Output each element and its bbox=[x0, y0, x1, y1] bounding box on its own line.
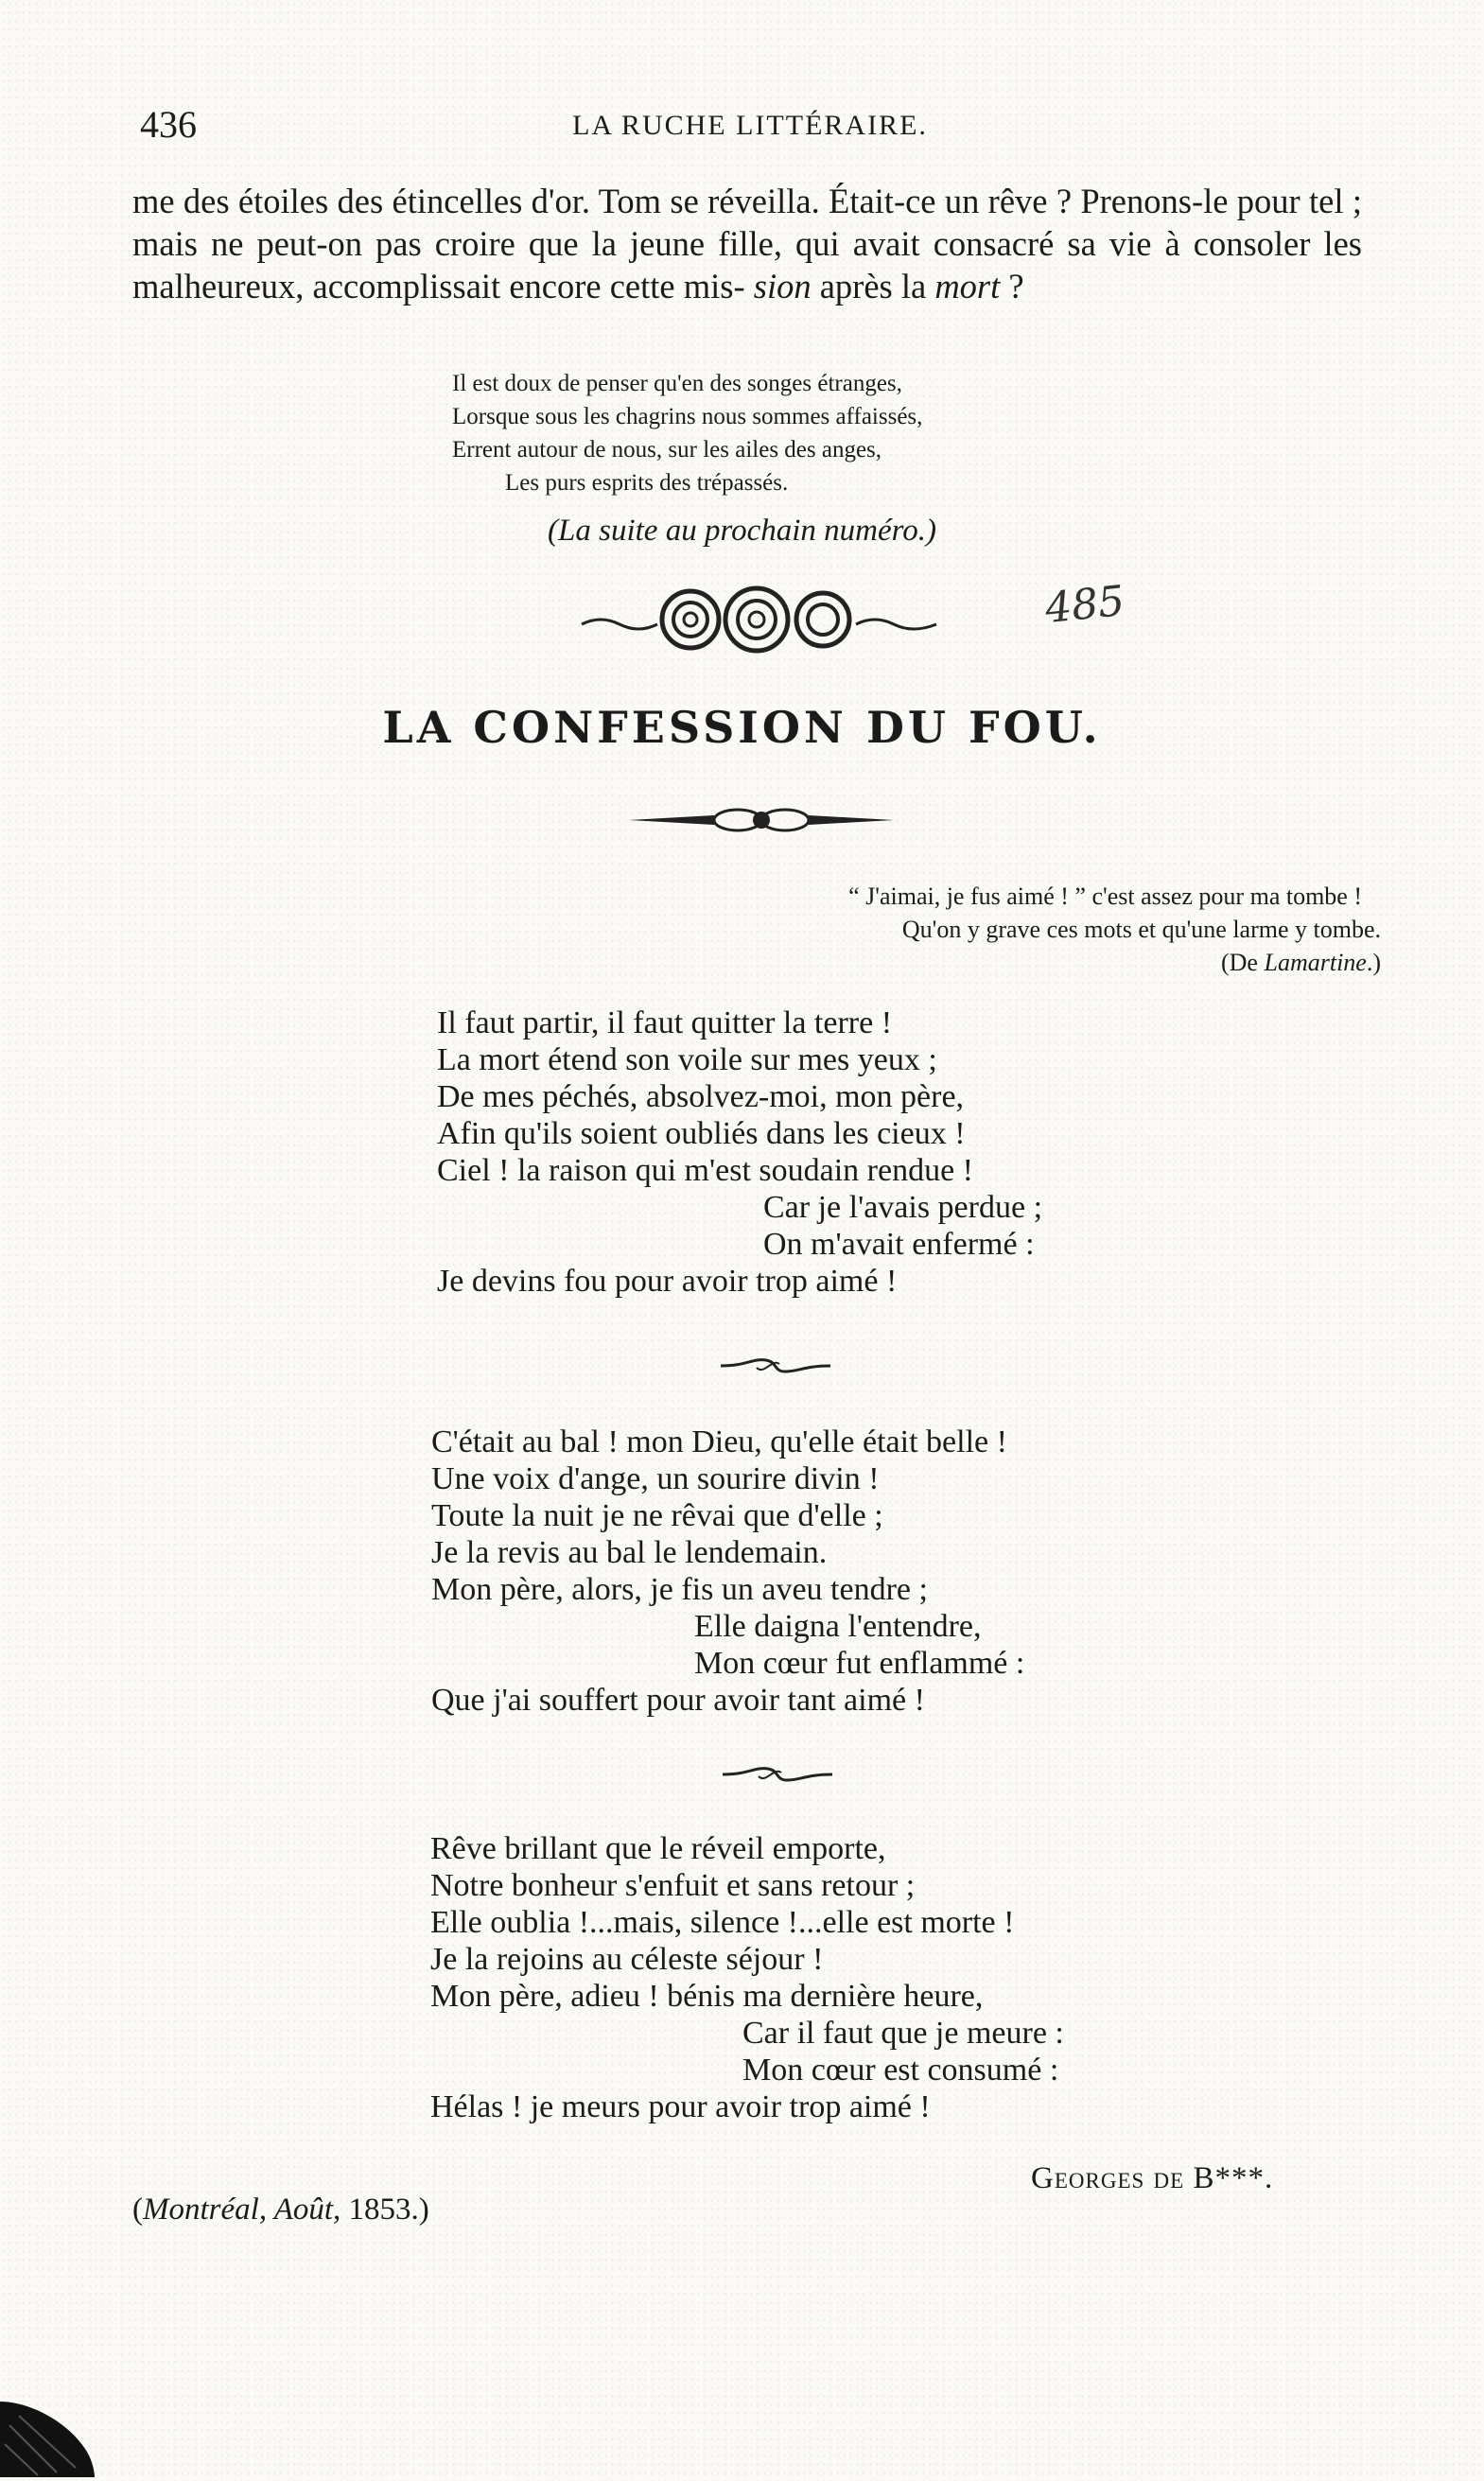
verse-line: Une voix d'ange, un sourire divin ! bbox=[431, 1461, 880, 1496]
handwritten-number: 485 bbox=[1042, 576, 1127, 634]
verse-line: Notre bonheur s'enfuit et sans retour ; bbox=[430, 1868, 916, 1903]
dateline-prefix: ( bbox=[132, 2193, 143, 2227]
dateline-place: Montréal, Août, bbox=[143, 2193, 341, 2227]
quatrain-line: Les purs esprits des trépassés. bbox=[505, 470, 789, 496]
verse-line: Que j'ai souffert pour avoir tant aimé ! bbox=[431, 1683, 925, 1718]
verse-line: Afin qu'ils soient oubliés dans les cieux ! bbox=[437, 1116, 966, 1151]
stanza-2 bbox=[431, 1424, 1169, 1719]
epigraph-line: Qu'on y grave ces mots et qu'une larme y tombe. bbox=[901, 916, 1381, 943]
verse-line: Mon père, adieu ! bénis ma dernière heure, bbox=[430, 1979, 984, 2014]
stanza-1 bbox=[437, 1005, 1175, 1300]
verse-line: Mon cœur est consumé : bbox=[742, 2053, 1059, 2088]
stanza-divider bbox=[719, 1354, 832, 1381]
quoted-quatrain bbox=[452, 367, 1114, 499]
dateline bbox=[132, 2193, 429, 2228]
quatrain-line: Il est doux de penser qu'en des songes étranges, bbox=[452, 371, 902, 396]
title-ornament bbox=[629, 806, 894, 838]
verse-line: Toute la nuit je ne rêvai que d'elle ; bbox=[431, 1498, 883, 1533]
verse-line: Il faut partir, il faut quitter la terre ! bbox=[437, 1005, 893, 1040]
verse-line: Ciel ! la raison qui m'est soudain rendue ! bbox=[437, 1153, 973, 1188]
epigraph-attribution bbox=[662, 946, 1381, 979]
verse-line: Elle oublia !...mais, silence !...elle est morte ! bbox=[430, 1905, 1015, 1940]
quatrain-line: Errent autour de nous, sur les ailes des anges, bbox=[452, 437, 882, 463]
verse-line: Elle daigna l'entendre, bbox=[694, 1609, 982, 1644]
verse-line: Je la rejoins au céleste séjour ! bbox=[430, 1942, 824, 1977]
verse-line: Rêve brillant que le réveil emporte, bbox=[430, 1831, 886, 1866]
quatrain-line: Lorsque sous les chagrins nous sommes affaissés, bbox=[452, 404, 923, 429]
verse-line: On m'avait enfermé : bbox=[763, 1227, 1035, 1262]
verse-line: Car je l'avais perdue ; bbox=[763, 1190, 1043, 1225]
dateline-year: 1853.) bbox=[340, 2193, 429, 2227]
attribution-suffix: .) bbox=[1366, 949, 1381, 976]
prose-text: me des étoiles des étincelles d'or. Tom se réveilla. Était-ce un rêve ? Prenons-le pour tel ; mais ne peut-on pas croire que la jeune fille, qui avait consacré sa vie à consoler les malheureux, accomplissait encore cette mis- bbox=[132, 182, 1362, 306]
attribution-author: Lamartine bbox=[1264, 949, 1367, 976]
scroll-ornament bbox=[577, 582, 946, 661]
stanza-divider bbox=[721, 1763, 834, 1790]
verse-line: Mon cœur fut enflammé : bbox=[694, 1646, 1025, 1681]
verse-line: Je devins fou pour avoir trop aimé ! bbox=[437, 1264, 898, 1299]
prose-paragraph bbox=[132, 180, 1362, 307]
to-be-continued-note: (La suite au prochain numéro.) bbox=[548, 514, 936, 548]
prose-italic-word: sion bbox=[753, 267, 812, 306]
verse-line: Car il faut que je meure : bbox=[742, 2016, 1064, 2051]
verse-line: Je la revis au bal le lendemain. bbox=[431, 1535, 828, 1570]
prose-italic-word: mort bbox=[934, 267, 1001, 306]
verse-line: La mort étend son voile sur mes yeux ; bbox=[437, 1042, 937, 1077]
epigraph bbox=[662, 880, 1381, 979]
page-number: 436 bbox=[140, 103, 197, 146]
verse-line: C'était au bal ! mon Dieu, qu'elle était belle ! bbox=[431, 1424, 1007, 1459]
prose-text: ? bbox=[1000, 267, 1024, 306]
running-head: LA RUCHE LITTÉRAIRE. bbox=[572, 110, 928, 141]
prose-text: après la bbox=[811, 267, 935, 306]
poem-title: LA CONFESSION DU FOU. bbox=[382, 702, 1102, 753]
verse-line: Mon père, alors, je fis un aveu tendre ; bbox=[431, 1572, 928, 1607]
page-header bbox=[140, 102, 1360, 149]
stanza-3 bbox=[430, 1830, 1168, 2125]
author-signature: Georges de B***. bbox=[1031, 2161, 1274, 2195]
verse-line: Hélas ! je meurs pour avoir trop aimé ! bbox=[430, 2089, 931, 2124]
corner-ink-blot bbox=[0, 2373, 104, 2481]
attribution-prefix: (De bbox=[1221, 949, 1265, 976]
epigraph-line: “ J'aimai, je fus aimé ! ” c'est assez pour ma tombe ! bbox=[848, 882, 1362, 910]
verse-line: De mes péchés, absolvez-moi, mon père, bbox=[437, 1079, 965, 1114]
